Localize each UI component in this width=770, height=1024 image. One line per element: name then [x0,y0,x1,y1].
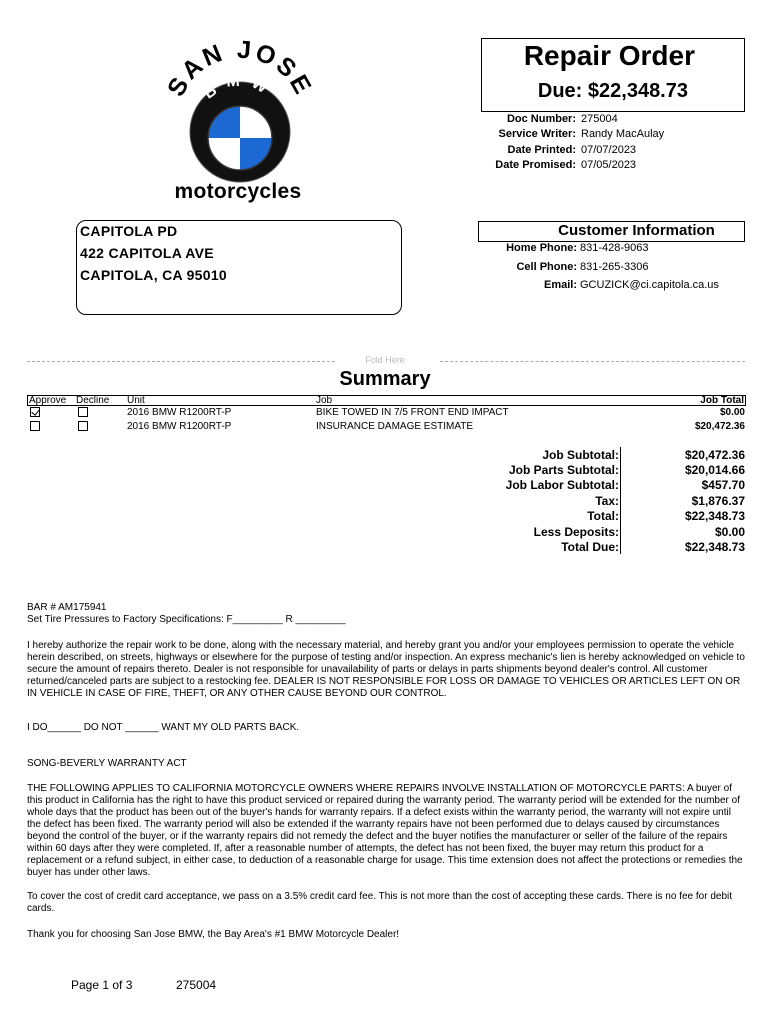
approve-checkbox-1[interactable] [30,407,40,417]
header-approve: Approve [29,395,67,406]
parts-subtotal-label: Job Parts Subtotal: [508,463,619,477]
email-row [0,278,770,293]
service-writer-row [0,127,770,142]
service-writer-value: Randy MacAulay [581,128,665,140]
tax-row [0,493,770,509]
authorization-text: I hereby authorize the repair work to be done, along with the necessary material, and hereby grant you and/or your employees permission to operate the vehicle herein described, on streets, highways or elsewhere for the purpose of testing and/or inspection. An express mechanic's lien is hereby acknowledged on vehicle to secure the amount of repairs thereto. Dealer is not responsible for unavailability of parts or delays in parts shipments beyond dealer's control. All customer returned/canceled parts are subject to a restocking fee. DEALER IS NOT RESPONSIBLE FOR LOSS OR DAMAGE TO VEHICLES OR ARTICLES LEFT ON OR IN VEHICLE IN CASE OF FIRE, THEFT, OR ANY OTHER CAUSE BEYOND OUR CONTROL. [27,640,745,699]
job-cell: BIKE TOWED IN 7/5 FRONT END IMPACT [316,407,509,418]
warranty-title: SONG-BEVERLY WARRANTY ACT [27,758,187,769]
tax-value: $1,876.37 [691,494,745,508]
header-job: Job [316,395,333,406]
date-printed-value: 07/07/2023 [581,144,637,156]
thank-you-text: Thank you for choosing San Jose BMW, the Bay Area's #1 BMW Motorcycle Dealer! [27,929,400,940]
cell-phone-row [0,260,770,275]
total-label: Total: [587,509,619,523]
cell-phone-value: 831-265-3306 [580,261,649,273]
page-number: Page 1 of 3 [71,978,133,992]
amount-due: Due: $22,348.73 [537,80,688,102]
total-row [0,508,770,524]
address-line-1: CAPITOLA PD [80,223,178,239]
total-due-label: Total Due: [561,540,619,554]
home-phone-row [0,241,770,256]
email-label: Email: [543,279,577,291]
customer-info-title: Customer Information [558,222,715,239]
logo-badge-text: BMW [200,72,279,103]
job-subtotal-label: Job Subtotal: [542,448,619,462]
date-printed-label: Date Printed: [507,144,576,156]
bar-number: BAR # AM175941 [27,602,107,613]
repair-order-title: Repair Order [523,40,695,71]
header-job-total: Job Total [700,395,744,406]
labor-subtotal-row [0,477,770,493]
fold-here-label: Fold Here [365,355,405,365]
approve-checkbox-2[interactable] [30,421,40,431]
total-value: $22,348.73 [684,509,745,523]
less-deposits-value: $0.00 [714,525,745,539]
date-printed-row [0,143,770,158]
home-phone-label: Home Phone: [506,242,577,254]
summary-title: Summary [339,368,431,390]
labor-subtotal-label: Job Labor Subtotal: [505,478,619,492]
warranty-text: THE FOLLOWING APPLIES TO CALIFORNIA MOTORCYCLE OWNERS WHERE REPAIRS INVOLVE INSTALLATION OF MOTORCYCLE PARTS: A buyer of this product in California has the right to have this product serviced or repaired during the warranty period. The warranty period will be extended for the number of whole days that the product has been out of the buyer's hands for warranty repairs. If a defect exists within the warranty period, the warranty will not expire until the defect has been fixed. The warranty period will also be extended if the warranty repairs have not been performed due to delays caused by circumstances beyond the control of the buyer, or if the warranty repairs did not remedy the defect and the buyer notifies the manufacturer or seller of the failure of the repairs within 60 days after they were completed. If, after a reasonable number of attempts, the defect has not been fixed, the buyer may return this product for a replacement or a refund subject, in either case, to deduction of a reasonable charge for usage. This time extension does not affect the protections or remedies the buyer has under other laws. [27,783,743,878]
credit-card-notice: To cover the cost of credit card acceptance, we pass on a 3.5% credit card fee. This is not more than the cost of accepting these cards. There is no fee for debit cards. [27,891,733,914]
job-subtotal-value: $20,472.36 [684,448,745,462]
address-line-2: 422 CAPITOLA AVE [80,245,214,261]
service-writer-label: Service Writer: [498,128,576,140]
tax-label: Tax: [595,494,619,508]
unit-cell: 2016 BMW R1200RT-P [127,407,232,418]
job-total-cell: $20,472.36 [694,421,745,432]
total-due-value: $22,348.73 [684,540,745,554]
footer-doc-number: 275004 [176,978,217,992]
logo-arc-text: SAN JOSE [161,40,319,102]
decline-checkbox-1[interactable] [78,407,88,417]
doc-number-value: 275004 [581,113,618,125]
date-promised-row [0,158,770,173]
total-due-row [0,539,770,555]
doc-number-label: Doc Number: [506,113,576,125]
address-line-3: CAPITOLA, CA 95010 [80,267,227,283]
parts-subtotal-value: $20,014.66 [684,463,745,477]
less-deposits-row [0,524,770,540]
labor-subtotal-value: $457.70 [701,478,745,492]
email-value: GCUZICK@ci.capitola.ca.us [580,279,719,291]
logo-wordmark: motorcycles [174,180,302,203]
decline-checkbox-2[interactable] [78,421,88,431]
job-cell: INSURANCE DAMAGE ESTIMATE [316,421,474,432]
date-promised-value: 07/05/2023 [581,159,637,171]
tire-pressure-line: Set Tire Pressures to Factory Specifications: F_________ R _________ [27,614,346,625]
old-parts-line: I DO______ DO NOT ______ WANT MY OLD PARTS BACK. [27,722,300,733]
home-phone-value: 831-428-9063 [580,242,649,254]
parts-subtotal-row [0,462,770,478]
less-deposits-label: Less Deposits: [533,525,619,539]
date-promised-label: Date Promised: [495,159,576,171]
cell-phone-label: Cell Phone: [516,261,577,273]
fold-line-left [27,361,335,362]
doc-number-row [0,112,770,127]
job-total-cell: $0.00 [719,407,745,418]
unit-cell: 2016 BMW R1200RT-P [127,421,232,432]
job-subtotal-row [0,447,770,463]
header-unit: Unit [127,395,145,406]
header-decline: Decline [76,395,110,406]
fold-line-right [440,361,745,362]
